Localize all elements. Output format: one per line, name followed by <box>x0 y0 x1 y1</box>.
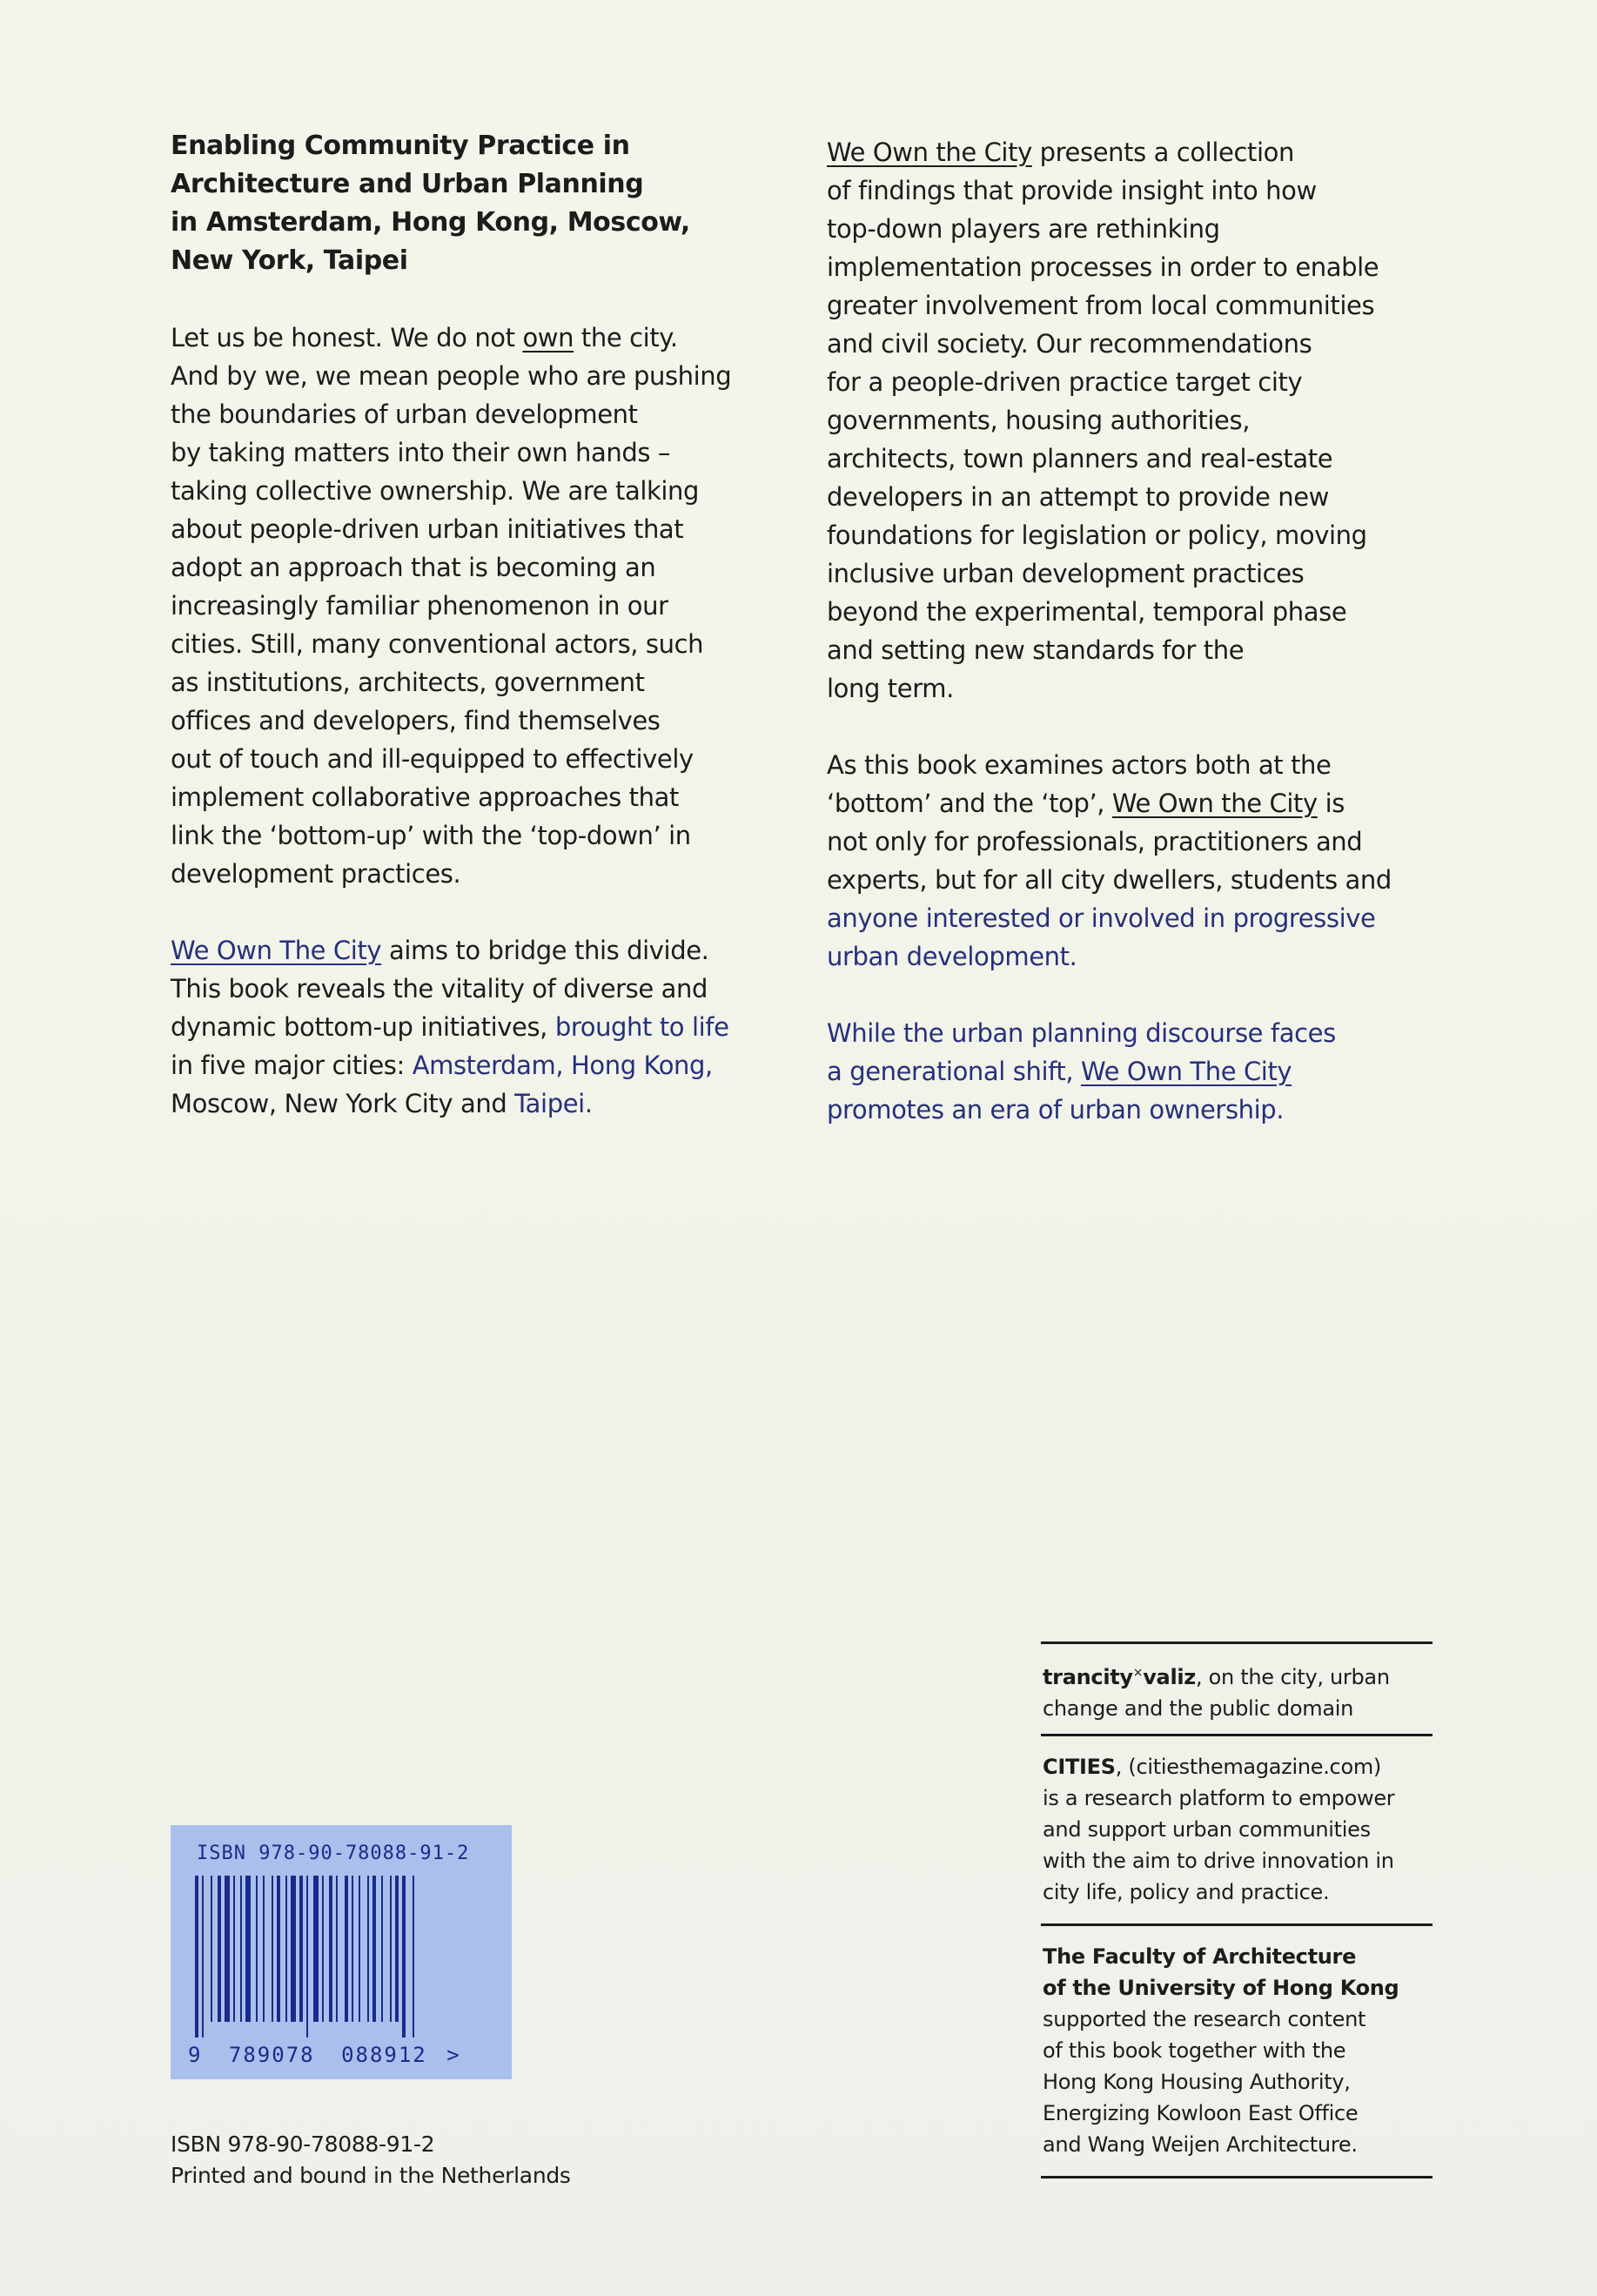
heading-line: in Amsterdam, Hong Kong, Moscow, <box>171 207 690 238</box>
text-span: , on the city, urban <box>1195 1665 1390 1689</box>
right-column <box>827 133 1514 1167</box>
findings-paragraph <box>827 133 1514 708</box>
publisher-name: valiz <box>1143 1665 1196 1689</box>
text-line <box>171 319 832 357</box>
text-span: Taipei. <box>514 1089 593 1118</box>
text-line: by taking matters into their own hands – <box>171 438 671 467</box>
barcode-digits <box>188 2043 501 2067</box>
text-line <box>171 931 832 970</box>
text-line: implementation processes in order to enable <box>827 252 1379 282</box>
text-line: development practices. <box>171 859 461 889</box>
text-line <box>827 784 1514 822</box>
text-span: brought to life <box>554 1012 729 1042</box>
book-title: We Own The City <box>171 936 382 965</box>
text-span: Let us be honest. We do not <box>171 323 523 352</box>
barcode-bar <box>372 1876 376 2022</box>
text-line: of findings that provide insight into how <box>827 176 1317 205</box>
isbn-barcode <box>171 1825 512 2079</box>
text-span: Amsterdam, Hong Kong, <box>412 1051 713 1080</box>
text-line: implement collaborative approaches that <box>171 782 679 812</box>
barcode-bar <box>240 1876 242 2022</box>
printed-text: Printed and bound in the Netherlands <box>171 2163 571 2188</box>
text-line: beyond the experimental, temporal phase <box>827 597 1347 627</box>
text-line: foundations for legislation or policy, moving <box>827 520 1367 550</box>
times-symbol: × <box>1132 1666 1144 1680</box>
text-line: and support urban communities <box>1043 1817 1371 1842</box>
book-title: We Own the City <box>1111 789 1318 818</box>
divider-rule <box>1041 2176 1433 2179</box>
text-line: Hong Kong Housing Authority, <box>1043 2070 1351 2094</box>
barcode-digit-group: 789078 <box>228 2043 315 2067</box>
text-line: and Wang Weijen Architecture. <box>1043 2132 1358 2157</box>
text-span: dynamic bottom-up initiatives, <box>171 1012 555 1042</box>
barcode-bar <box>233 1876 235 2022</box>
barcode-bar <box>299 1876 303 2022</box>
text-line: The Faculty of Architecture <box>1043 1944 1357 1969</box>
barcode-bar <box>291 1876 296 2022</box>
text-line: for a people-driven practice target city <box>827 367 1303 397</box>
left-column <box>171 127 832 1161</box>
heading-line: Architecture and Urban Planning <box>171 169 644 199</box>
text-span: , (citiesthemagazine.com) <box>1115 1755 1381 1779</box>
barcode-bar <box>352 1876 353 2022</box>
barcode-bar <box>245 1876 251 2022</box>
text-line: As this book examines actors both at the <box>827 750 1332 780</box>
text-span: ‘bottom’ and the ‘top’, <box>827 789 1112 818</box>
text-line: long term. <box>827 674 954 703</box>
text-line: about people-driven urban initiatives that <box>171 514 684 544</box>
barcode-bar <box>225 1876 230 2022</box>
text-span: the city. <box>574 323 678 352</box>
barcode-bar <box>218 1876 221 2022</box>
cities-block <box>1043 1751 1434 1908</box>
barcode-bar <box>390 1876 392 2022</box>
text-line: taking collective ownership. We are talking <box>171 476 700 506</box>
book-title: We Own the City <box>827 138 1032 167</box>
text-line: promotes an era of urban ownership. <box>827 1095 1285 1125</box>
text-line: architects, town planners and real-estate <box>827 444 1333 473</box>
intro-paragraph <box>171 319 832 893</box>
own-emphasis: own <box>522 323 574 352</box>
text-line: of the University of Hong Kong <box>1043 1976 1399 2000</box>
barcode-bar <box>263 1876 265 2022</box>
text-span: a generational shift, <box>827 1057 1082 1086</box>
text-line <box>827 1052 1514 1091</box>
divider-rule <box>1041 1641 1433 1644</box>
trancity-valiz-block <box>1043 1657 1434 1724</box>
text-line: urban development. <box>827 942 1077 971</box>
text-line <box>171 1046 832 1084</box>
text-line: as institutions, architects, government <box>171 668 645 697</box>
barcode-bar <box>381 1876 383 2022</box>
text-span: presents a collection <box>1031 138 1294 167</box>
barcode-bar <box>211 1876 212 2022</box>
text-line <box>171 1008 832 1046</box>
text-line: While the urban planning discourse faces <box>827 1018 1336 1048</box>
text-line: inclusive urban development practices <box>827 559 1305 588</box>
isbn-text: ISBN 978-90-78088-91-2 <box>171 2132 435 2157</box>
publisher-name: trancity <box>1043 1665 1133 1689</box>
text-line: greater involvement from local communities <box>827 291 1375 320</box>
barcode-bar <box>359 1876 360 2022</box>
text-line <box>1043 1657 1434 1693</box>
cover-heading <box>171 127 832 280</box>
text-line: And by we, we mean people who are pushing <box>171 361 732 391</box>
barcode-arrow: > <box>446 2043 461 2067</box>
barcode-bar <box>345 1876 348 2022</box>
text-line: the boundaries of urban development <box>171 399 638 429</box>
barcode-bar <box>195 1876 198 2038</box>
text-line: This book reveals the vitality of diverse and <box>171 974 708 1004</box>
barcode-digit: 9 <box>188 2043 203 2067</box>
text-line: adopt an approach that is becoming an <box>171 553 656 582</box>
barcode-bar <box>322 1876 324 2022</box>
barcode-bars-icon <box>188 1876 494 2038</box>
text-line <box>171 1084 832 1123</box>
text-line: anyone interested or involved in progressive <box>827 903 1376 933</box>
barcode-bar <box>367 1876 369 2022</box>
text-span: Moscow, New York City and <box>171 1089 515 1118</box>
barcode-bar <box>329 1876 332 2022</box>
text-line <box>1043 1751 1434 1782</box>
heading-line: Enabling Community Practice in <box>171 131 630 161</box>
text-line: and setting new standards for the <box>827 635 1245 665</box>
text-line: cities. Still, many conventional actors, such <box>171 629 704 659</box>
text-line: not only for professionals, practitioners and <box>827 827 1363 856</box>
text-span: in five major cities: <box>171 1051 413 1080</box>
text-line: experts, but for all city dwellers, students and <box>827 865 1392 895</box>
aim-paragraph <box>171 931 832 1123</box>
text-line: developers in an attempt to provide new <box>827 482 1329 512</box>
imprint-block <box>171 2129 571 2192</box>
publisher-name: CITIES <box>1043 1755 1116 1779</box>
barcode-bar <box>256 1876 258 2022</box>
barcode-bar <box>202 1876 204 2038</box>
text-line: city life, policy and practice. <box>1043 1880 1330 1904</box>
barcode-bar <box>285 1876 287 2022</box>
audience-paragraph <box>827 746 1514 976</box>
closing-paragraph <box>827 1014 1514 1129</box>
text-line <box>827 133 1514 171</box>
barcode-bar <box>395 1876 399 2022</box>
barcode-bar <box>336 1876 338 2022</box>
divider-rule <box>1041 1734 1433 1736</box>
heading-line: New York, Taipei <box>171 245 408 276</box>
barcode-digit-group: 088912 <box>341 2043 427 2067</box>
divider-rule <box>1041 1923 1433 1926</box>
text-line: of this book together with the <box>1043 2038 1346 2063</box>
barcode-bar <box>277 1876 280 2022</box>
barcode-bar <box>402 1876 406 2038</box>
barcode-bar <box>272 1876 273 2022</box>
text-line: change and the public domain <box>1043 1696 1354 1721</box>
hku-block <box>1043 1941 1434 2160</box>
book-title: We Own The City <box>1081 1057 1292 1086</box>
text-line: is a research platform to empower <box>1043 1786 1395 1810</box>
text-line: link the ‘bottom-up’ with the ‘top-down’ in <box>171 821 691 850</box>
text-line: with the aim to drive innovation in <box>1043 1849 1394 1873</box>
barcode-isbn-label: ISBN 978-90-78088-91-2 <box>197 1843 470 1864</box>
barcode-bar <box>306 1876 308 2038</box>
barcode-bar <box>413 1876 414 2038</box>
text-line: and civil society. Our recommendations <box>827 329 1312 359</box>
text-line: Energizing Kowloon East Office <box>1043 2101 1359 2125</box>
text-span: aims to bridge this divide. <box>381 936 709 965</box>
text-line: governments, housing authorities, <box>827 406 1251 435</box>
text-line: supported the research content <box>1043 2007 1366 2031</box>
barcode-bar <box>313 1876 319 2022</box>
text-line: increasingly familiar phenomenon in our <box>171 591 668 621</box>
text-line: offices and developers, find themselves <box>171 706 661 735</box>
text-line: out of touch and ill-equipped to effectively <box>171 744 694 774</box>
text-line: top-down players are rethinking <box>827 214 1220 244</box>
text-span: is <box>1317 789 1345 818</box>
